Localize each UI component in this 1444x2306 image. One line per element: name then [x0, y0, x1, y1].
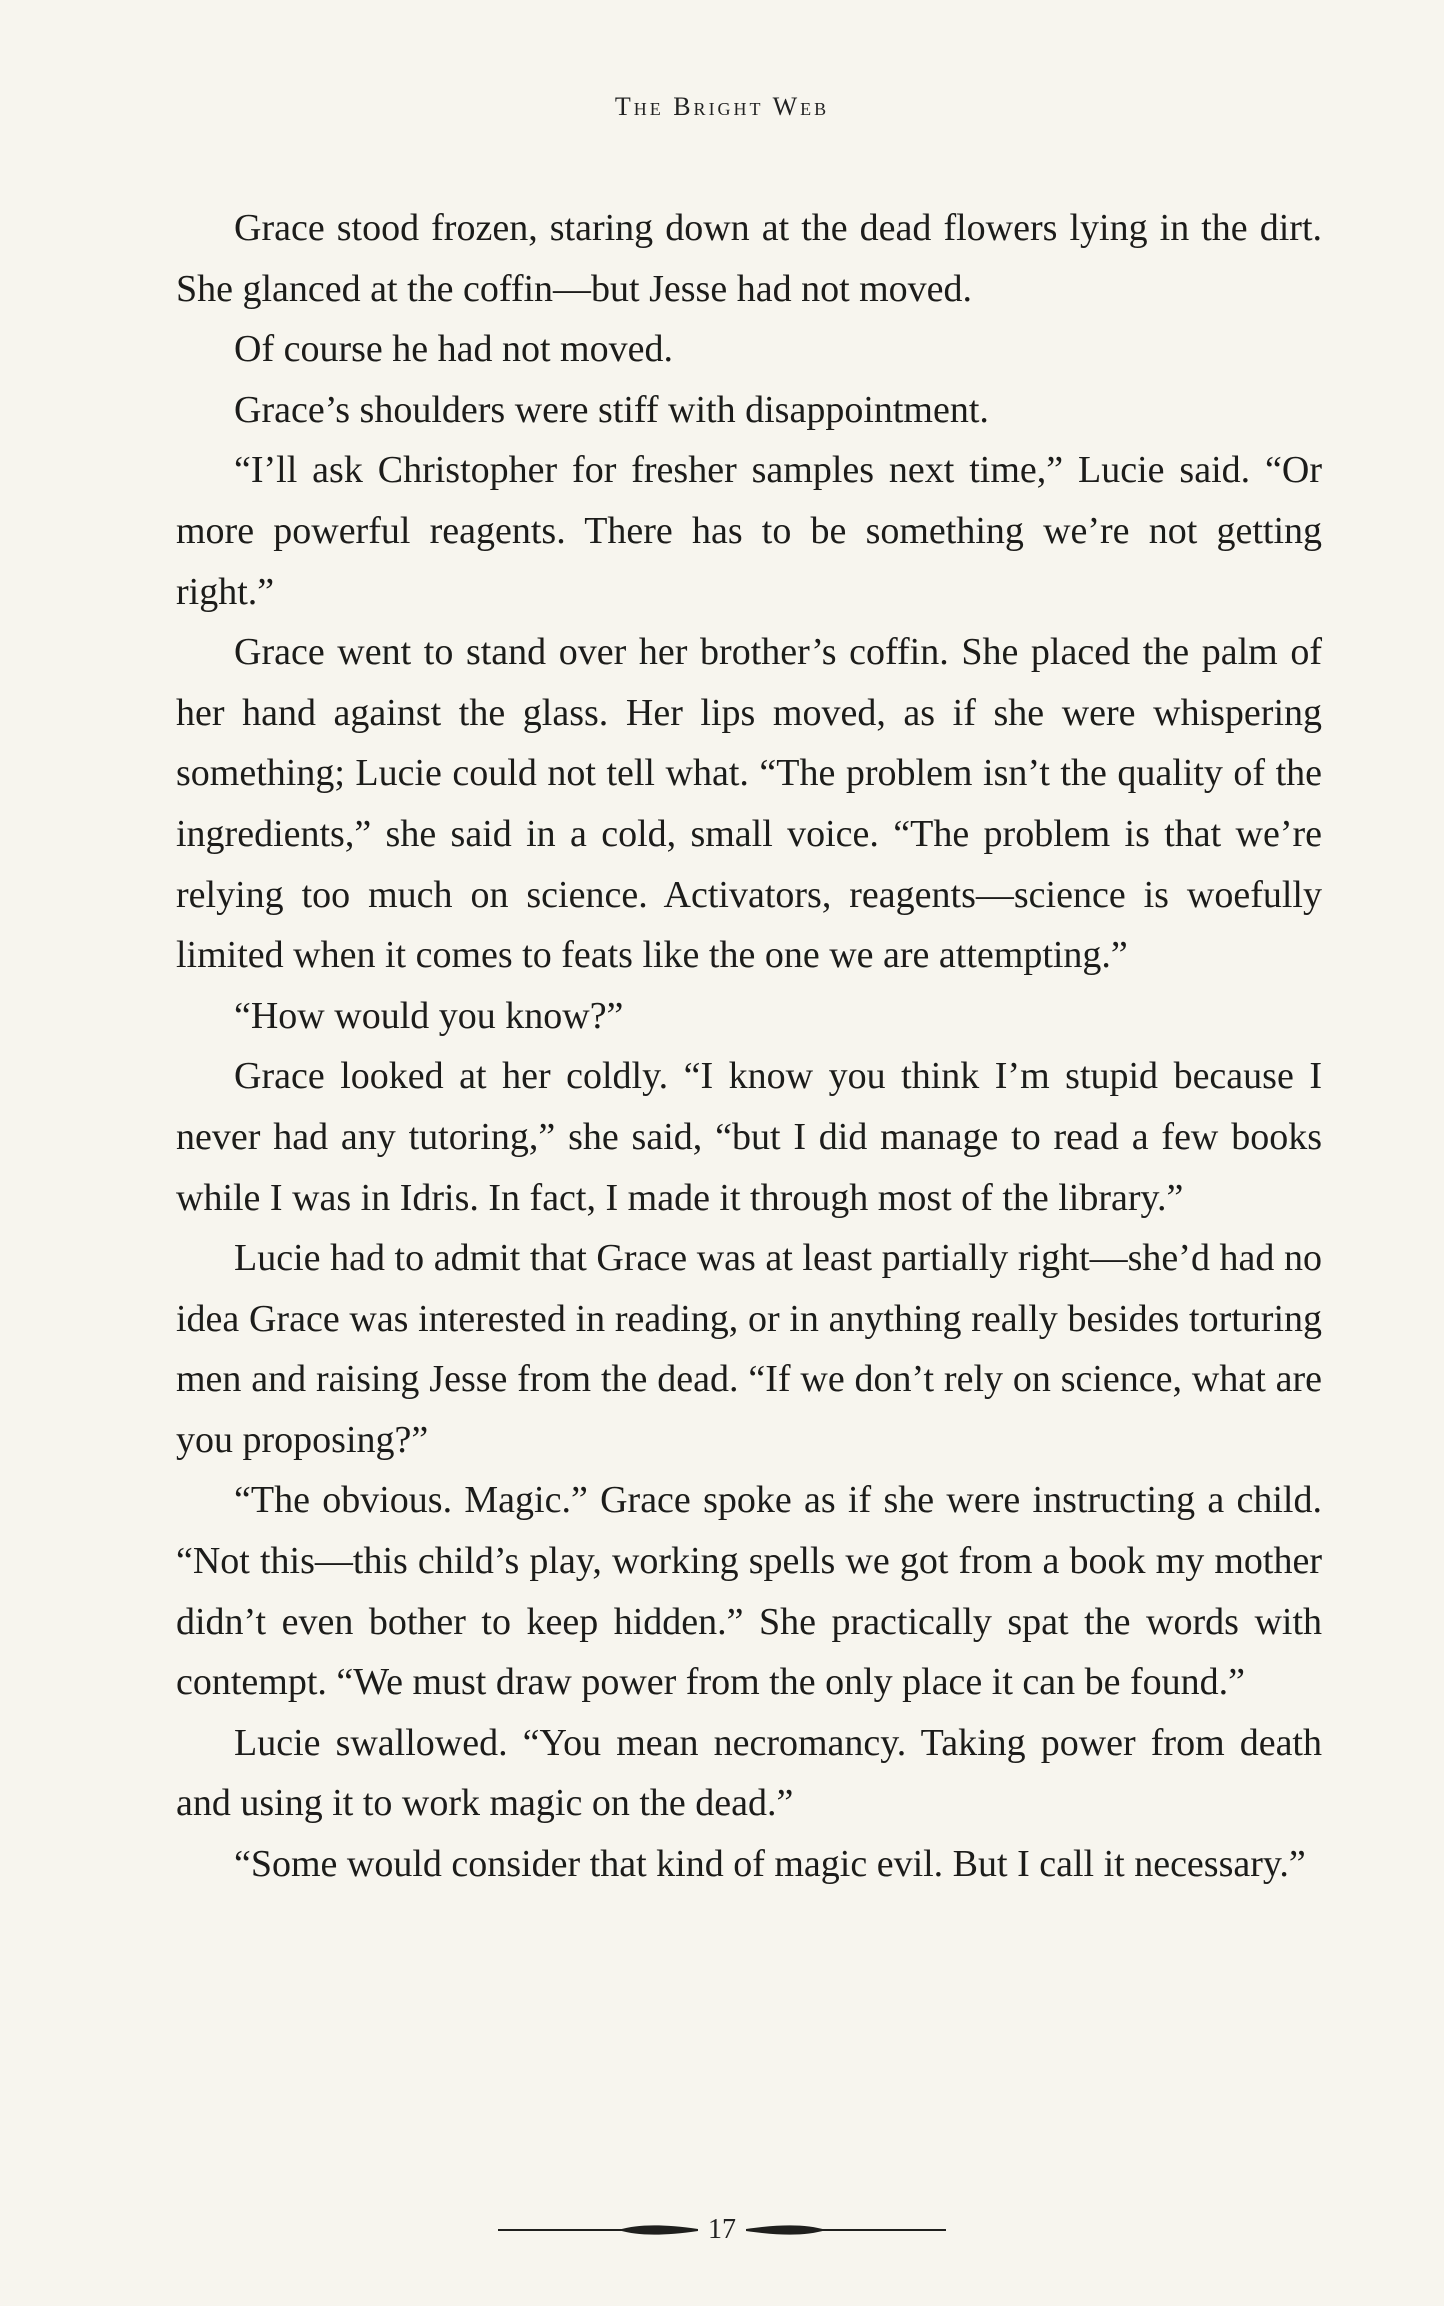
paragraph: Lucie swallowed. “You mean necromancy. Taking power from death and using it to work magic on the dead.”: [176, 1721, 1322, 1825]
paragraph: Grace looked at her coldly. “I know you think I’m stupid because I never had any tutoring,” she said, “but I did manage to read a few books while I was in Idris. In fact, I made it through most of the library.”: [176, 1055, 1322, 1219]
body-text: [176, 198, 1322, 1895]
paragraph: “Some would consider that kind of magic evil. But I call it necessary.”: [234, 1843, 1306, 1886]
paragraph: Grace’s shoulders were stiff with disappointment.: [234, 388, 989, 431]
paragraph: Grace stood frozen, staring down at the dead flowers lying in the dirt. She glanced at the coffin—but Jesse had not moved.: [176, 207, 1322, 310]
paragraph: “I’ll ask Christopher for fresher samples next time,” Lucie said. “Or more powerful reagents. There has to be something we’re not getting right.”: [176, 449, 1322, 613]
running-head: The Bright Web: [614, 92, 830, 121]
paragraph: Of course he had not moved.: [234, 328, 673, 371]
paragraph: Lucie had to admit that Grace was at least partially right—she’d had no idea Grace was interested in reading, or in anything really besides torturing men and raising Jesse from the dead. “If we don’t rely on science, what are you proposing?”: [176, 1237, 1322, 1461]
paragraph: Grace went to stand over her brother’s coffin. She placed the palm of her hand against the glass. Her lips moved, as if she were whispering something; Lucie could not tell what. “The problem isn’t the quality of the ingredients,” she said in a cold, small voice. “The problem is that we’re relying too much on science. Activators, reagents—science is woefully limited when it comes to feats like the one we are attempting.”: [176, 631, 1322, 977]
left-flourish-icon: [498, 2222, 698, 2238]
page-number: 17: [708, 2214, 736, 2245]
page-footer: [0, 2214, 1444, 2246]
paragraph: “The obvious. Magic.” Grace spoke as if she were instructing a child. “Not this—this child’s play, working spells we got from a book my mother didn’t even bother to keep hidden.” She practically spat the words with contempt. “We must draw power from the only place it can be found.”: [176, 1479, 1322, 1704]
right-flourish-icon: [746, 2222, 946, 2238]
paragraph: “How would you know?”: [234, 994, 624, 1037]
